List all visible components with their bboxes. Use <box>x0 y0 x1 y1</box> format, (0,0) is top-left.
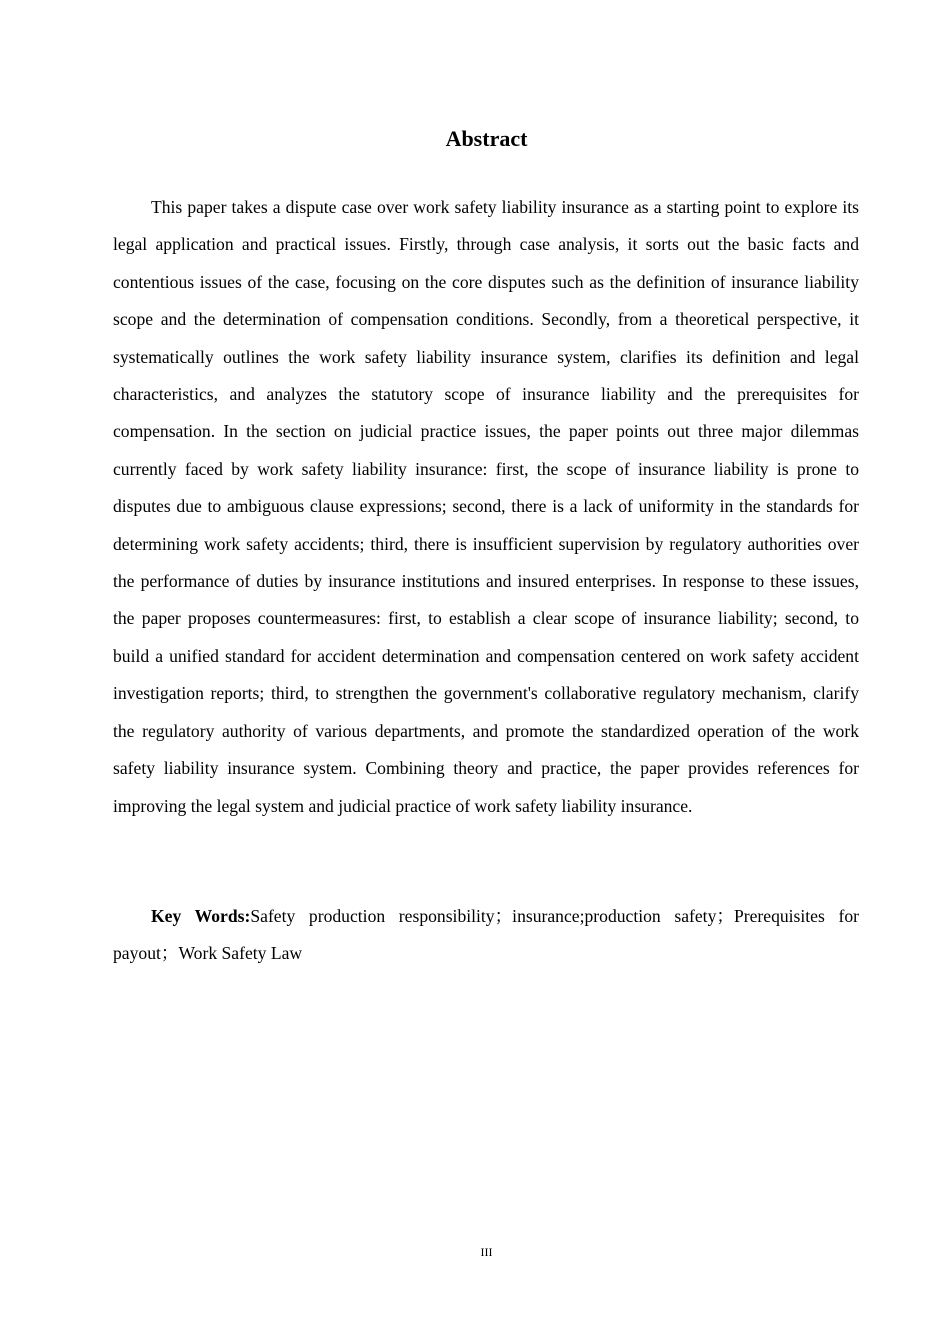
abstract-title: Abstract <box>445 126 528 151</box>
keywords-text: Safety production responsibility；insurance;production safety；Prerequisites for payout；Work Safety Law <box>113 906 859 964</box>
abstract-paragraph: This paper takes a dispute case over work safety liability insurance as a starting point to explore its legal application and practical issues. Firstly, through case analysis, it sorts out the basic facts and contentious issues of the case, focusing on the core disputes such as the definition of insurance liability scope and the determination of compensation conditions. Secondly, from a theoretical perspective, it systematically outlines the work safety liability insurance system, clarifies its definition and legal characteristics, and analyzes the statutory scope of insurance liability and the prerequisites for compensation. In the section on judicial practice issues, the paper points out three major dilemmas currently faced by work safety liability insurance: first, the scope of insurance liability is prone to disputes due to ambiguous clause expressions; second, there is a lack of uniformity in the standards for determining work safety accidents; third, there is insufficient supervision by regulatory authorities over the performance of duties by insurance institutions and insured enterprises. In response to these issues, the paper proposes countermeasures: first, to establish a clear scope of insurance liability; second, to build a unified standard for accident determination and compensation centered on work safety accident investigation reports; third, to strengthen the government's collaborative regulatory mechanism, clarify the regulatory authority of various departments, and promote the standardized operation of the work safety liability insurance system. Combining theory and practice, the paper provides references for improving the legal system and judicial practice of work safety liability insurance. <box>113 197 859 816</box>
keywords-paragraph <box>113 898 859 973</box>
keywords-label: Key Words: <box>151 906 251 926</box>
page-number: III <box>480 1245 493 1259</box>
